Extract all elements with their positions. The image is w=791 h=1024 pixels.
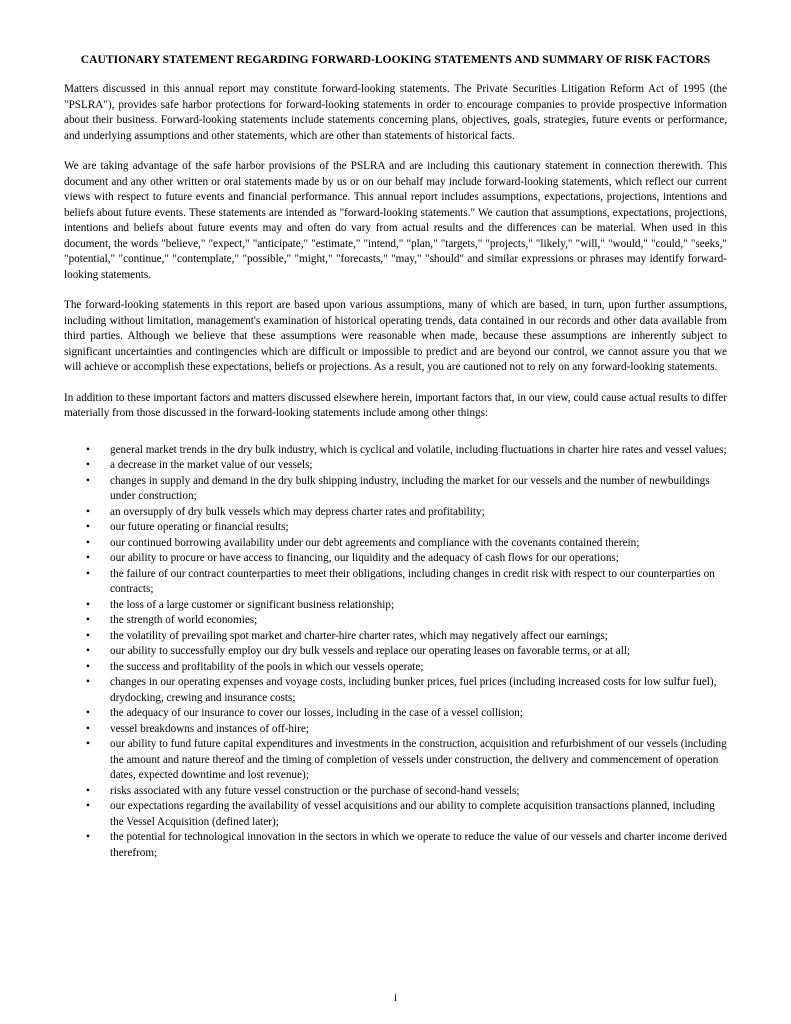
- list-item-text: vessel breakdowns and instances of off-hire;: [110, 722, 309, 735]
- bullet-icon: •: [86, 598, 90, 611]
- page-heading: CAUTIONARY STATEMENT REGARDING FORWARD-LOOKING STATEMENTS AND SUMMARY OF RISK FACTORS: [80, 53, 711, 66]
- list-item-text: changes in supply and demand in the dry bulk shipping industry, including the market for our vessels and the number of newbuildings under construction;: [110, 474, 710, 502]
- list-item-text: risks associated with any future vessel construction or the purchase of second-hand vessels;: [110, 784, 520, 797]
- list-item: [64, 629, 727, 645]
- bullet-icon: •: [86, 521, 90, 533]
- bullet-icon: •: [86, 474, 90, 487]
- risk-factor-list: [64, 443, 727, 862]
- list-item: [64, 567, 727, 598]
- list-item: [64, 784, 727, 800]
- list-item: [64, 830, 727, 861]
- paragraph-pslra: Matters discussed in this annual report may constitute forward-looking statements. The Private Securities Litigation Reform Act of 1995 (the "PSLRA"), provides safe harbor protections for forward-looking statements in order to encourage companies to provide prospective information about their business. Forward-looking statements include statements concerning plans, objectives, goals, strategies, future events or performance, and underlying assumptions and other statements, which are other than statements of historical facts.: [64, 83, 727, 142]
- list-item: [64, 551, 727, 567]
- list-item-text: the volatility of prevailing spot market and charter-hire charter rates, which may negatively affect our earnings;: [110, 629, 608, 642]
- list-item-text: a decrease in the market value of our vessels;: [110, 459, 313, 471]
- list-item-text: changes in our operating expenses and voyage costs, including bunker prices, fuel prices (including increased costs for low sulfur fuel), drydocking, crewing and insurance costs;: [110, 676, 717, 704]
- list-item: [64, 722, 727, 738]
- list-item-text: our ability to fund future capital expenditures and investments in the construction, acquisition and refurbishment of our vessels (including the amount and nature thereof and the timing of completion of vessels under construction, the delivery and commencement of operation dates, expected downtime and lost revenue);: [110, 738, 727, 781]
- list-item: [64, 660, 727, 676]
- list-item-text: the potential for technological innovation in the sectors in which we operate to reduce the value of our vessels and charter income derived therefrom;: [110, 831, 727, 859]
- list-item-text: the adequacy of our insurance to cover our losses, including in the case of a vessel collision;: [110, 707, 523, 719]
- list-item-text: the strength of world economies;: [110, 614, 258, 626]
- list-item: [64, 613, 727, 629]
- paragraph-safe-harbor: We are taking advantage of the safe harbor provisions of the PSLRA and are including this cautionary statement in connection therewith. This document and any other written or oral statements made by us or on our behalf may include forward-looking statements, which reflect our current views with respect to future events and financial performance. This annual report includes assumptions, expectations, projections, intentions and beliefs about future events. These statements are intended as "forward-looking statements." We caution that assumptions, expectations, projections, intentions and beliefs about future events may and often do vary from actual results and the differences can be material. When used in this document, the words "believe," "expect," "anticipate," "estimate," "intend," "plan," "targets," "projects," "likely," "will," "would," "could," "seeks," "potential," "continue," "contemplate," "possible," "might," "forecasts," "may," "should" and similar expressions or phrases may identify forward-looking statements.: [64, 160, 727, 281]
- list-item: [64, 458, 727, 474]
- list-item: [64, 737, 727, 784]
- list-item: [64, 505, 727, 521]
- bullet-icon: •: [86, 645, 90, 657]
- bullet-icon: •: [86, 831, 90, 843]
- list-item-text: general market trends in the dry bulk industry, which is cyclical and volatile, including fluctuations in charter hire rates and vessel values;: [110, 443, 727, 456]
- list-item: [64, 598, 727, 614]
- bullet-icon: •: [86, 676, 90, 688]
- bullet-icon: •: [86, 738, 90, 750]
- bullet-icon: •: [86, 505, 90, 518]
- list-item-text: an oversupply of dry bulk vessels which may depress charter rates and profitability;: [110, 505, 485, 518]
- bullet-icon: •: [86, 707, 90, 719]
- list-item: [64, 799, 727, 830]
- list-item: [64, 520, 727, 536]
- bullet-icon: •: [86, 536, 90, 549]
- paragraph-factors-intro: In addition to these important factors and matters discussed elsewhere herein, important factors that, in our view, could cause actual results to differ materially from those discussed in the forward-looking statements include among other things:: [64, 391, 727, 419]
- bullet-icon: •: [86, 614, 90, 626]
- document-page: [64, 52, 727, 861]
- list-item: [64, 644, 727, 660]
- list-item-text: the failure of our contract counterparties to meet their obligations, including changes in credit risk with respect to our counterparties on contracts;: [110, 567, 715, 595]
- list-item-text: our ability to procure or have access to financing, our liquidity and the adequacy of cash flows for our operations;: [110, 552, 619, 564]
- bullet-icon: •: [86, 660, 90, 673]
- list-item-text: our ability to successfully employ our dry bulk vessels and replace our operating leases on favorable terms, or at all;: [110, 645, 631, 657]
- list-item-text: the success and profitability of the pools in which our vessels operate;: [110, 660, 424, 673]
- bullet-icon: •: [86, 722, 90, 735]
- page-number: i: [393, 992, 398, 1004]
- list-item: [64, 474, 727, 505]
- list-item: [64, 536, 727, 552]
- paragraph-assumptions: The forward-looking statements in this report are based upon various assumptions, many of which are based, in turn, upon further assumptions, including without limitation, management's examination of historical operating trends, data contained in our records and other data available from third parties. Although we believe that these assumptions were reasonable when made, because these assumptions are inherently subject to significant uncertainties and contingencies which are difficult or impossible to predict and are beyond our control, we cannot assure you that we will achieve or accomplish these expectations, beliefs or projections. As a result, you are cautioned not to rely on any forward-looking statements.: [64, 299, 727, 373]
- bullet-icon: •: [86, 800, 90, 812]
- bullet-icon: •: [86, 552, 90, 564]
- bullet-icon: •: [86, 567, 90, 580]
- bullet-icon: •: [86, 629, 90, 642]
- list-item: [64, 675, 727, 706]
- bullet-icon: •: [86, 443, 90, 456]
- bullet-icon: •: [86, 459, 90, 471]
- list-item-text: the loss of a large customer or significant business relationship;: [110, 598, 395, 611]
- list-item-text: our continued borrowing availability under our debt agreements and compliance with the covenants contained therein;: [110, 536, 640, 549]
- list-item-text: our future operating or financial results;: [110, 521, 289, 533]
- list-item: [64, 706, 727, 722]
- list-item-text: our expectations regarding the availability of vessel acquisitions and our ability to complete acquisition transactions planned, including the Vessel Acquisition (defined later);: [110, 800, 715, 828]
- list-item: [64, 443, 727, 459]
- bullet-icon: •: [86, 784, 90, 797]
